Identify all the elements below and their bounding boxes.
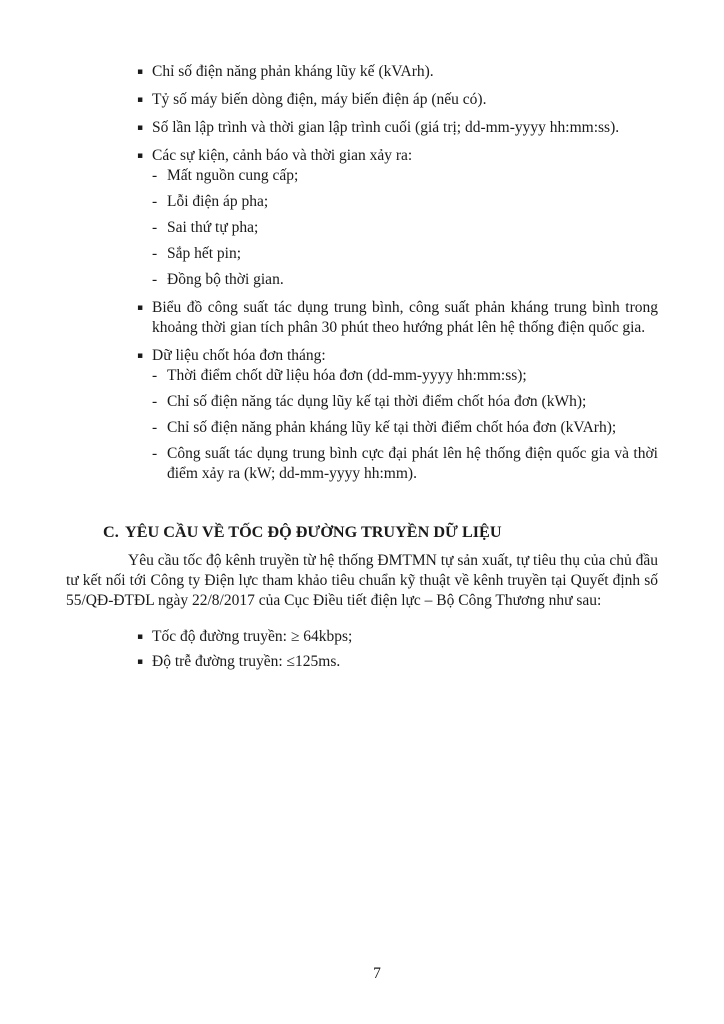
sub-list-item <box>66 418 658 438</box>
list-item <box>66 346 658 484</box>
square-bullet-icon: ▪ <box>137 95 144 105</box>
dash-bullet-icon: - <box>152 419 158 436</box>
bullet-text: Số lần lập trình và thời gian lập trình cuối (giá trị; dd-mm-yyyy hh:mm:ss). <box>152 119 620 136</box>
section-paragraph: Yêu cầu tốc độ kênh truyền từ hệ thống ĐMTMN tự sản xuất, tự tiêu thụ của chủ đầu tư kết nối tới Công ty Điện lực tham khảo tiêu chuẩn kỹ thuật về kênh truyền tại Quyết định số 55/QĐ-ĐTĐL ngày 22/8/2017 của Cục Điều tiết điện lực – Bộ Công Thương như sau: <box>66 552 658 609</box>
page-content <box>66 62 658 677</box>
requirement-bullet-list <box>66 627 658 672</box>
sub-list-item <box>66 444 658 484</box>
page-footer <box>0 964 724 984</box>
dash-bullet-icon: - <box>152 367 158 384</box>
dash-bullet-icon: - <box>152 245 158 262</box>
sub-list-item <box>66 270 658 290</box>
sub-item-text: Sắp hết pin; <box>167 245 242 262</box>
page-number: 7 <box>373 965 381 982</box>
sub-item-text: Lỗi điện áp pha; <box>167 193 269 210</box>
sub-item-text: Công suất tác dụng trung bình cực đại phát lên hệ thống điện quốc gia và thời điểm xảy ra (kW; dd-mm-yyyy hh:mm). <box>167 445 658 482</box>
square-bullet-icon: ▪ <box>137 351 144 361</box>
list-item <box>66 62 658 82</box>
dash-bullet-icon: - <box>152 167 158 184</box>
section-title: YÊU CẦU VỀ TỐC ĐỘ ĐƯỜNG TRUYỀN DỮ LIỆU <box>125 523 502 541</box>
sub-list-item <box>66 366 658 386</box>
sub-list-item <box>66 244 658 264</box>
list-item <box>66 118 658 138</box>
section-label: C. <box>103 523 119 541</box>
dash-bullet-icon: - <box>152 271 158 288</box>
list-item <box>66 298 658 338</box>
bullet-text: Độ trễ đường truyền: ≤125ms. <box>152 652 341 670</box>
meter-data-bullet-list <box>66 62 658 484</box>
sub-list-item <box>66 166 658 186</box>
square-bullet-icon: ▪ <box>137 656 144 667</box>
sub-item-text: Mất nguồn cung cấp; <box>167 167 299 184</box>
list-item <box>66 627 658 647</box>
dash-bullet-icon: - <box>152 193 158 210</box>
bullet-text: Dữ liệu chốt hóa đơn tháng: <box>152 347 326 364</box>
sub-item-text: Chỉ số điện năng tác dụng lũy kế tại thời điểm chốt hóa đơn (kWh); <box>167 393 587 410</box>
square-bullet-icon: ▪ <box>137 67 144 77</box>
list-item <box>66 652 658 672</box>
list-item <box>66 146 658 290</box>
bullet-text: Tốc độ đường truyền: ≥ 64kbps; <box>152 627 353 645</box>
sub-item-text: Thời điểm chốt dữ liệu hóa đơn (dd-mm-yyyy hh:mm:ss); <box>167 367 527 384</box>
sub-list <box>66 366 658 484</box>
sub-list-item <box>66 218 658 238</box>
dash-bullet-icon: - <box>152 219 158 236</box>
list-item <box>66 90 658 110</box>
section-heading <box>66 522 658 543</box>
bullet-text: Các sự kiện, cảnh báo và thời gian xảy ra: <box>152 147 413 164</box>
bullet-text: Biểu đồ công suất tác dụng trung bình, công suất phản kháng trung bình trong khoảng thời gian tích phân 30 phút theo hướng phát lên hệ thống điện quốc gia. <box>152 299 658 336</box>
sub-list <box>66 166 658 290</box>
dash-bullet-icon: - <box>152 393 158 410</box>
square-bullet-icon: ▪ <box>137 631 144 642</box>
sub-item-text: Chỉ số điện năng phản kháng lũy kế tại thời điểm chốt hóa đơn (kVArh); <box>167 419 617 436</box>
sub-item-text: Đồng bộ thời gian. <box>167 271 284 288</box>
sub-list-item <box>66 392 658 412</box>
bullet-text: Tỷ số máy biến dòng điện, máy biến điện áp (nếu có). <box>152 91 487 108</box>
sub-item-text: Sai thứ tự pha; <box>167 219 259 236</box>
square-bullet-icon: ▪ <box>137 303 144 313</box>
sub-list-item <box>66 192 658 212</box>
square-bullet-icon: ▪ <box>137 123 144 133</box>
dash-bullet-icon: - <box>152 445 158 462</box>
square-bullet-icon: ▪ <box>137 151 144 161</box>
bullet-text: Chỉ số điện năng phản kháng lũy kế (kVArh). <box>152 63 434 80</box>
